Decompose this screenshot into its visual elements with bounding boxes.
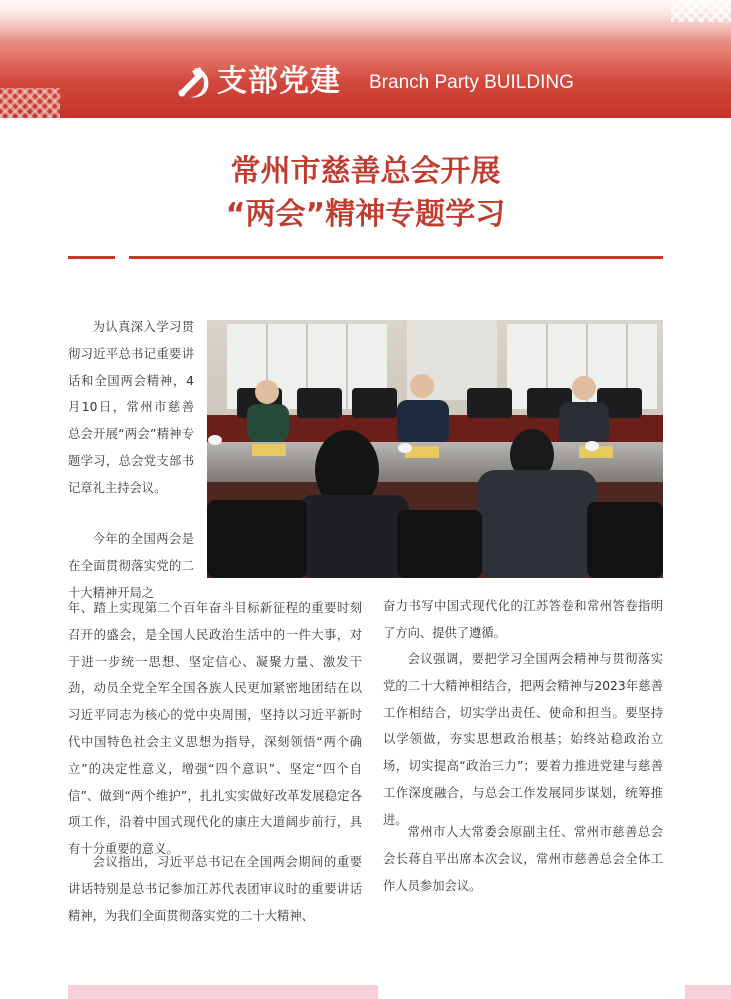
paragraph-meeting-noted-start: 会议指出，习近平总书记在全国两会期间的重要讲话特别是总书记参加江苏代表团审议时的重要讲话精神，为我们全面贯彻落实党的二十大精神、	[68, 855, 362, 923]
meeting-photo	[207, 320, 663, 578]
article-title-line-2: “两会”精神专题学习	[225, 197, 506, 232]
section-banner	[0, 0, 731, 118]
title-rule-long	[129, 256, 663, 259]
meeting-photo-illustration	[207, 320, 663, 578]
banner-fade	[0, 0, 731, 40]
banner-pattern-right	[671, 0, 731, 22]
paragraph-significance-cont: 年、踏上实现第二个百年奋斗目标新征程的重要时刻召开的盛会，是全国人民政治生活中的一件大事，对于进一步统一思想、坚定信心、凝聚力量、激发干劲，动员全党全军全国各族人民更加紧密地团结在以习近平同志为核心的党中央周围，坚持以习近平新时代中国特色社会主义思想为指导，深刻领悟“两个确立”的决定性意义，增强“四个意识”、坚定“四个自信”、做到“两个维护”，扎扎实实做好改革发展稳定各项工作，沿着中国式现代化的康庄大道阔步前行，具有十分重要的意义。	[68, 601, 362, 857]
banner-pattern-left	[0, 88, 60, 118]
footer-bar-right	[685, 985, 731, 999]
section-title-cn: 支部党建	[217, 64, 341, 99]
section-title-en: Branch Party BUILDING	[369, 72, 574, 93]
title-rule-short	[68, 256, 115, 259]
paragraph-significance-start: 今年的全国两会是在全面贯彻落实党的二十大精神开局之	[68, 532, 194, 600]
footer-bar-left	[68, 985, 378, 999]
paragraph-meeting-noted-cont: 奋力书写中国式现代化的江苏答卷和常州答卷指明了方向、提供了遵循。	[383, 599, 663, 640]
paragraph-meeting-stressed: 会议强调，要把学习全国两会精神与贯彻落实党的二十大精神相结合，把两会精神与2023年慈善工作相结合，切实学出责任、使命和担当。要坚持以学领做，夯实思想政治根基；始终站稳政治立场，切实提高“政治三力”；要着力推进党建与慈善工作深度融合，与总会工作发展同步谋划，统筹推进。	[383, 652, 663, 827]
paragraph-attendance: 常州市人大常委会原副主任、常州市慈善总会会长蒋自平出席本次会议，常州市慈善总会全体工作人员参加会议。	[383, 825, 663, 893]
party-emblem-icon	[173, 62, 213, 102]
paragraph-intro: 为认真深入学习贯彻习近平总书记重要讲话和全国两会精神，4月10日，常州市慈善总会开展“两会”精神专题学习，总会党支部书记章礼主持会议。	[68, 320, 194, 495]
article-title-line-1: 常州市慈善总会开展	[230, 154, 501, 189]
